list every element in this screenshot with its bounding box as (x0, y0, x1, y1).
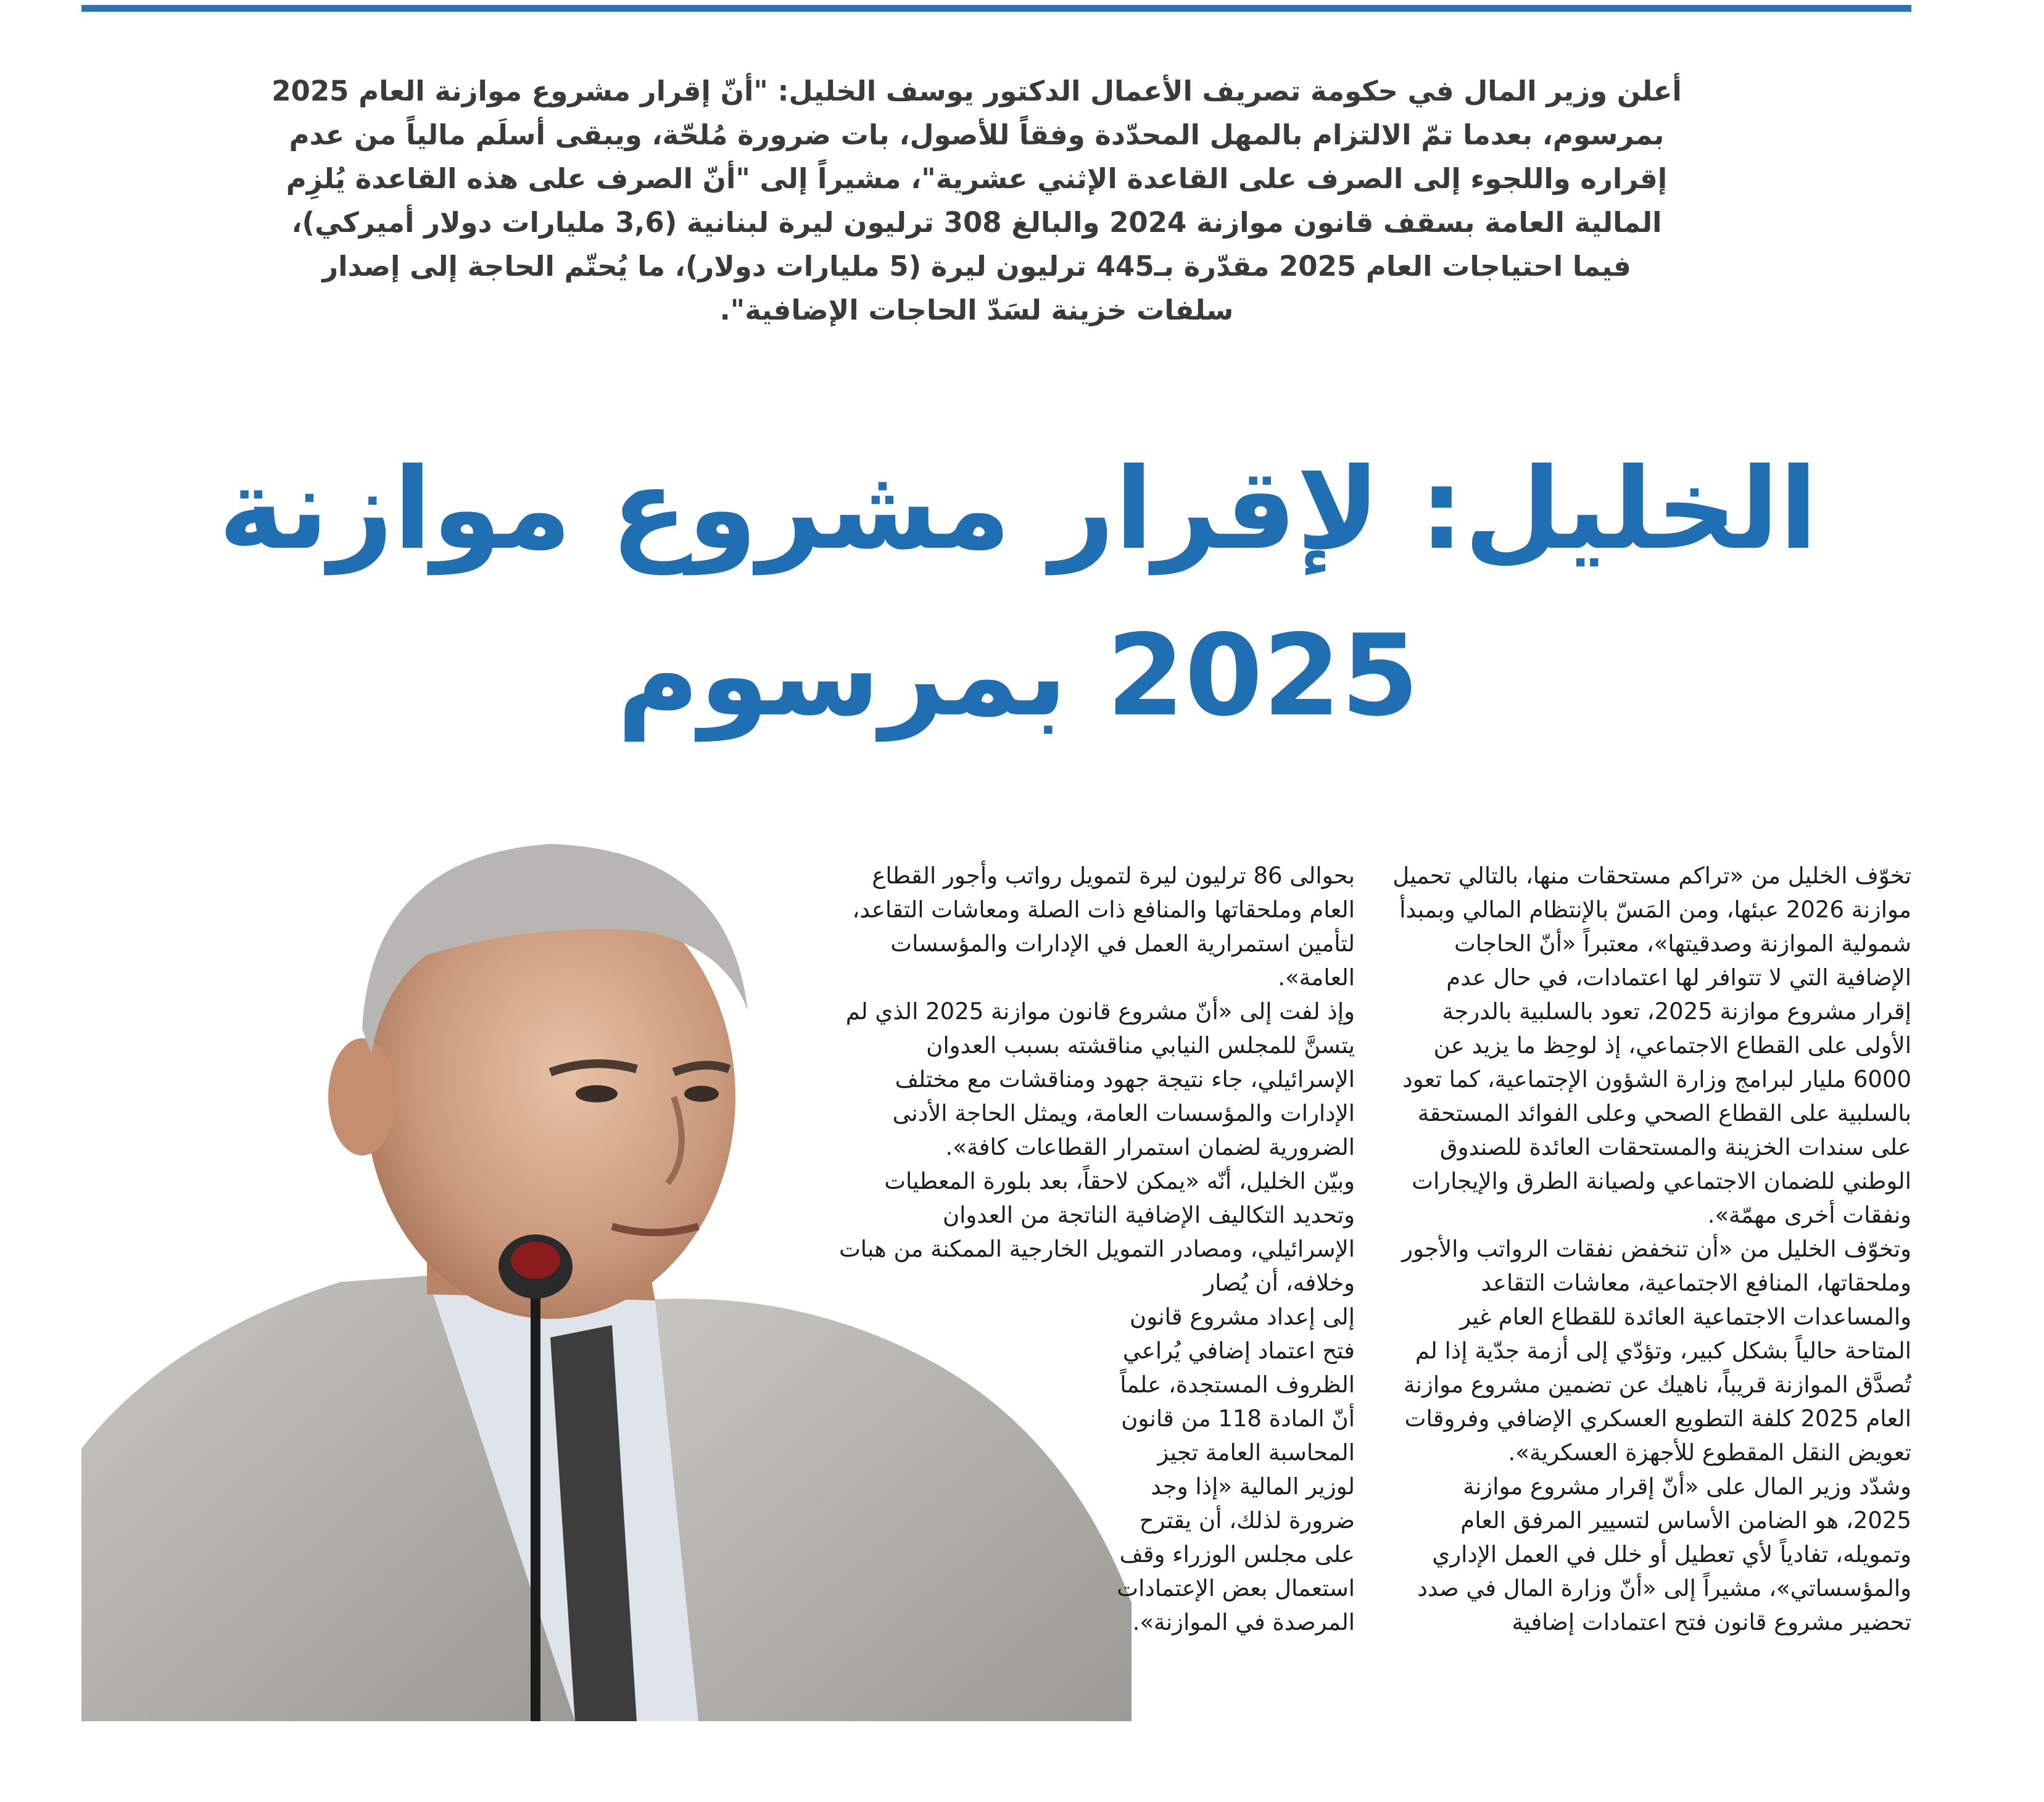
headline-line-1: الخليل: لإقرار مشروع موازنة (218, 444, 1818, 574)
top-rule (81, 5, 1911, 12)
paragraph: وشدّد وزير المال على «أنّ إقرار مشروع موازنة 2025، هو الضامن الأساس لتسيير المرفق العام وتمويله، تفادياً لأي تعطيل أو خلل في العمل الإداري والمؤسساتي»، مشيراً إلى «أنّ وزارة المال في صدد تحضير مشروع قانون فتح اعتمادات إضافية (1417, 1473, 1911, 1635)
article-column-left (832, 859, 1355, 1639)
paragraph: إلى إعداد مشروع قانون فتح اعتماد إضافي يُراعي الظروف المستجدة، علماً أنّ المادة 118 من قانون المحاسبة العامة تجيز لوزير المالية «إذا وجد ضرورة لذلك، أن يقترح على مجلس الوزراء وقف استعمال بعض الإعتمادات المرصدة في الموازنة». (1117, 1304, 1355, 1635)
paragraph: وتخوّف الخليل من «أن تنخفض نفقات الرواتب والأجور وملحقاتها، المنافع الاجتماعية، معاشات التقاعد والمساعدات الاجتماعية العائدة للقطاع العام غير المتاحة حالياً بشكل كبير، وتؤدّي إلى أزمة جدّية إذا لم تُصدَّق الموازنة قريباً، ناهيك عن تضمين مشروع موازنة العام 2025 كلفة التطويع العسكري الإضافي وفروقات تعويض النقل المقطوع للأجهزة العسكرية». (1402, 1236, 1911, 1466)
paragraph: بحوالى 86 ترليون ليرة لتمويل رواتب وأجور القطاع العام وملحقاتها والمنافع ذات الصلة ومعاشات التقاعد، لتأمين استمرارية العمل في الإدارات والمؤسسات العامة». (852, 862, 1355, 991)
article-column-right (1392, 859, 1911, 1639)
headline-line-2: 2025 بمرسوم (617, 610, 1419, 741)
paragraph: وإذ لفت إلى «أنّ مشروع قانون موازنة 2025 الذي لم يتسنَّ للمجلس النيابي مناقشته بسبب العدوان الإسرائيلي، جاء نتيجة جهود ومناقشات مع مختلف الإدارات والمؤسسات العامة، ويمثل الحاجة الأدنى الضرورية لضمان استمرار القطاعات كافة». (845, 998, 1355, 1160)
headline (123, 426, 1913, 759)
paragraph: وبيّن الخليل، أنّه «يمكن لاحقاً، بعد بلورة المعطيات وتحديد التكاليف الإضافية الناتجة من العدوان الإسرائيلي، ومصادر التمويل الخارجية الممكنة من هبات وخلافه، أن يُصار (838, 1168, 1355, 1296)
paragraph: تخوّف الخليل من «تراكم مستحقات منها، بالتالي تحميل موازنة 2026 عبئها، ومن المَسّ بالإنتظام المالي وبمبدأ شمولية الموازنة وصدقيتها»، معتبراً «أنّ الحاجات الإضافية التي لا تتوافر لها اعتمادات، في حال عدم إقرار مشروع موازنة 2025، تعود بالسلبية بالدرجة الأولى على القطاع الاجتماعي، إذ لوحِظ ما يزيد عن 6000 مليار لبرامج وزارة الشؤون الإجتماعية، كما تعود بالسلبية على القطاع الصحي وعلى الفوائد المستحقة على سندات الخزينة والمستحقات العائدة للصندوق الوطني للضمان الاجتماعي ولصيانة الطرق والإيجارات ونفقات أخرى مهمّة». (1392, 862, 1911, 1228)
article-lead: أعلن وزير المال في حكومة تصريف الأعمال الدكتور يوسف الخليل: "أنّ إقرار مشروع موازنة العام 2025 بمرسوم، بعدما تمّ الالتزام بالمهل المحدّدة وفقاً للأصول، بات ضرورة مُلحّة، ويبقى أسلَم مالياً من عدم إقراره واللجوء إلى الصرف على القاعدة الإثني عشرية"، مشيراً إلى "أنّ الصرف على هذه القاعدة يُلزِم المالية العامة بسقف قانون موازنة 2024 والبالغ 308 ترليون ليرة لبنانية (3,6 مليارات دولار أميركي)، فيما احتياجات العام 2025 مقدّرة بـ445 ترليون ليرة (5 مليارات دولار)، ما يُحتّم الحاجة إلى إصدار سلفات خزينة لسَدّ الحاجات الإضافية". (271, 75, 1682, 326)
